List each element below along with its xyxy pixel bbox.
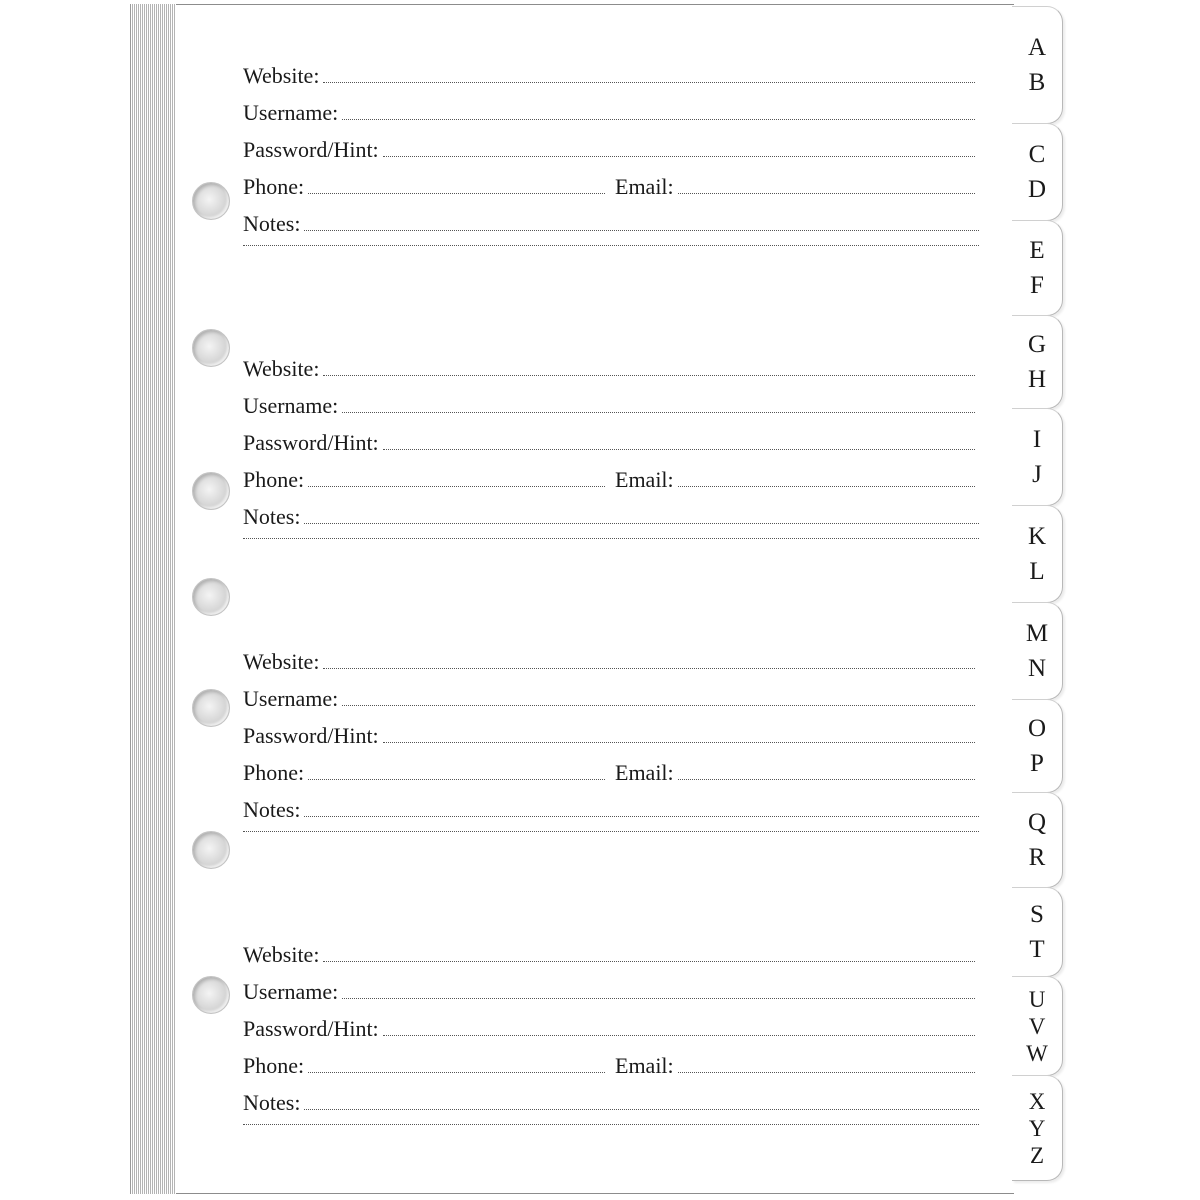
binder-hole: [192, 976, 230, 1014]
website-line[interactable]: [323, 668, 975, 669]
tab-letter: Y: [1028, 1115, 1046, 1141]
email-label: Email:: [615, 174, 674, 199]
tab-letter: W: [1026, 1040, 1048, 1066]
binder-hole: [192, 472, 230, 510]
website-line[interactable]: [323, 82, 975, 83]
phone-label: Phone:: [243, 760, 305, 785]
notes-extra-row[interactable]: [243, 829, 979, 837]
tab-letter: O: [1027, 715, 1047, 742]
notes-row[interactable]: [243, 499, 979, 529]
tab-letter: P: [1030, 750, 1044, 777]
tab-letter: F: [1030, 272, 1044, 299]
notes-label: Notes:: [243, 1090, 301, 1115]
password-line[interactable]: [383, 742, 975, 743]
phone-label: Phone:: [243, 174, 305, 199]
password-label: Password/Hint:: [243, 137, 379, 162]
tab-letter: V: [1028, 1013, 1046, 1039]
notes-extra-line[interactable]: [243, 245, 979, 246]
tab-letter: C: [1028, 141, 1046, 168]
tab-letter: Q: [1027, 809, 1047, 836]
notes-extra-line[interactable]: [243, 1124, 979, 1125]
notes-row[interactable]: [243, 206, 979, 236]
tab-s-t[interactable]: [1012, 887, 1063, 977]
phone-line[interactable]: [308, 193, 605, 194]
website-label: Website:: [243, 649, 320, 674]
email-line[interactable]: [678, 779, 975, 780]
password-label: Password/Hint:: [243, 723, 379, 748]
website-row[interactable]: [243, 351, 975, 381]
website-label: Website:: [243, 63, 320, 88]
website-row[interactable]: [243, 58, 975, 88]
phone-label: Phone:: [243, 1053, 305, 1078]
tab-letter: R: [1028, 844, 1046, 871]
tab-letter: L: [1029, 558, 1045, 585]
notes-line[interactable]: [304, 230, 979, 231]
password-entry: [243, 644, 979, 854]
email-label: Email:: [615, 1053, 674, 1078]
username-line[interactable]: [342, 998, 975, 999]
password-label: Password/Hint:: [243, 430, 379, 455]
password-label: Password/Hint:: [243, 1016, 379, 1041]
notes-label: Notes:: [243, 211, 301, 236]
password-row[interactable]: [243, 1011, 975, 1041]
username-line[interactable]: [342, 119, 975, 120]
tab-m-n[interactable]: [1012, 602, 1063, 700]
username-line[interactable]: [342, 412, 975, 413]
notes-extra-line[interactable]: [243, 831, 979, 832]
tab-letter: X: [1028, 1088, 1046, 1114]
tab-c-d[interactable]: [1012, 123, 1063, 221]
tab-x-y-z[interactable]: [1012, 1075, 1063, 1181]
password-entry: [243, 58, 979, 268]
contact-row: [243, 755, 975, 785]
website-row[interactable]: [243, 937, 975, 967]
password-entry: [243, 937, 979, 1147]
email-line[interactable]: [678, 486, 975, 487]
email-line[interactable]: [678, 193, 975, 194]
notes-extra-row[interactable]: [243, 243, 979, 251]
website-line[interactable]: [323, 961, 975, 962]
password-line[interactable]: [383, 156, 975, 157]
username-row[interactable]: [243, 95, 975, 125]
notes-label: Notes:: [243, 504, 301, 529]
username-label: Username:: [243, 393, 339, 418]
tab-letter: J: [1032, 461, 1042, 488]
tab-letter: G: [1027, 331, 1047, 358]
tab-letter: K: [1027, 523, 1047, 550]
tab-letter: U: [1028, 986, 1046, 1012]
tab-letter: H: [1027, 366, 1047, 393]
username-label: Username:: [243, 979, 339, 1004]
binder-hole: [192, 831, 230, 869]
tab-letter: N: [1027, 655, 1047, 682]
contact-row: [243, 1048, 975, 1078]
tab-u-v-w[interactable]: [1012, 976, 1063, 1076]
notes-row[interactable]: [243, 792, 979, 822]
contact-row: [243, 169, 975, 199]
notes-line[interactable]: [304, 816, 979, 817]
contact-row: [243, 462, 975, 492]
tab-e-f[interactable]: [1012, 220, 1063, 316]
phone-line[interactable]: [308, 779, 605, 780]
tab-o-p[interactable]: [1012, 699, 1063, 793]
website-label: Website:: [243, 942, 320, 967]
tab-i-j[interactable]: [1012, 408, 1063, 506]
tab-letter: S: [1030, 901, 1044, 928]
password-row[interactable]: [243, 718, 975, 748]
binder-hole: [192, 578, 230, 616]
tab-g-h[interactable]: [1012, 315, 1063, 409]
tab-letter: D: [1027, 176, 1047, 203]
tab-a-b[interactable]: [1012, 6, 1063, 124]
phone-label: Phone:: [243, 467, 305, 492]
password-line[interactable]: [383, 449, 975, 450]
username-row[interactable]: [243, 974, 975, 1004]
tab-q-r[interactable]: [1012, 792, 1063, 888]
tab-letter: B: [1028, 69, 1046, 96]
binder-hole: [192, 689, 230, 727]
website-row[interactable]: [243, 644, 975, 674]
username-row[interactable]: [243, 388, 975, 418]
password-entry: [243, 351, 979, 561]
tab-letter: A: [1027, 34, 1047, 61]
notes-line[interactable]: [304, 523, 979, 524]
notes-line[interactable]: [304, 1109, 979, 1110]
email-line[interactable]: [678, 1072, 975, 1073]
tab-k-l[interactable]: [1012, 505, 1063, 603]
password-row[interactable]: [243, 132, 975, 162]
username-row[interactable]: [243, 681, 975, 711]
binder-hole: [192, 182, 230, 220]
notes-extra-row[interactable]: [243, 536, 979, 544]
username-line[interactable]: [342, 705, 975, 706]
tab-letter: T: [1029, 936, 1045, 963]
tab-letter: Z: [1029, 1142, 1045, 1168]
tab-letter: I: [1032, 426, 1042, 453]
tab-letter: M: [1025, 620, 1049, 647]
page-stack-edge: [130, 4, 179, 1194]
phone-line[interactable]: [308, 1072, 605, 1073]
notes-label: Notes:: [243, 797, 301, 822]
notes-extra-row[interactable]: [243, 1122, 979, 1130]
email-label: Email:: [615, 760, 674, 785]
website-line[interactable]: [323, 375, 975, 376]
phone-line[interactable]: [308, 486, 605, 487]
password-line[interactable]: [383, 1035, 975, 1036]
password-row[interactable]: [243, 425, 975, 455]
username-label: Username:: [243, 686, 339, 711]
email-label: Email:: [615, 467, 674, 492]
notes-extra-line[interactable]: [243, 538, 979, 539]
username-label: Username:: [243, 100, 339, 125]
alphabet-tabs: [1012, 6, 1068, 1196]
website-label: Website:: [243, 356, 320, 381]
notes-row[interactable]: [243, 1085, 979, 1115]
tab-letter: E: [1029, 237, 1045, 264]
binder-hole: [192, 329, 230, 367]
